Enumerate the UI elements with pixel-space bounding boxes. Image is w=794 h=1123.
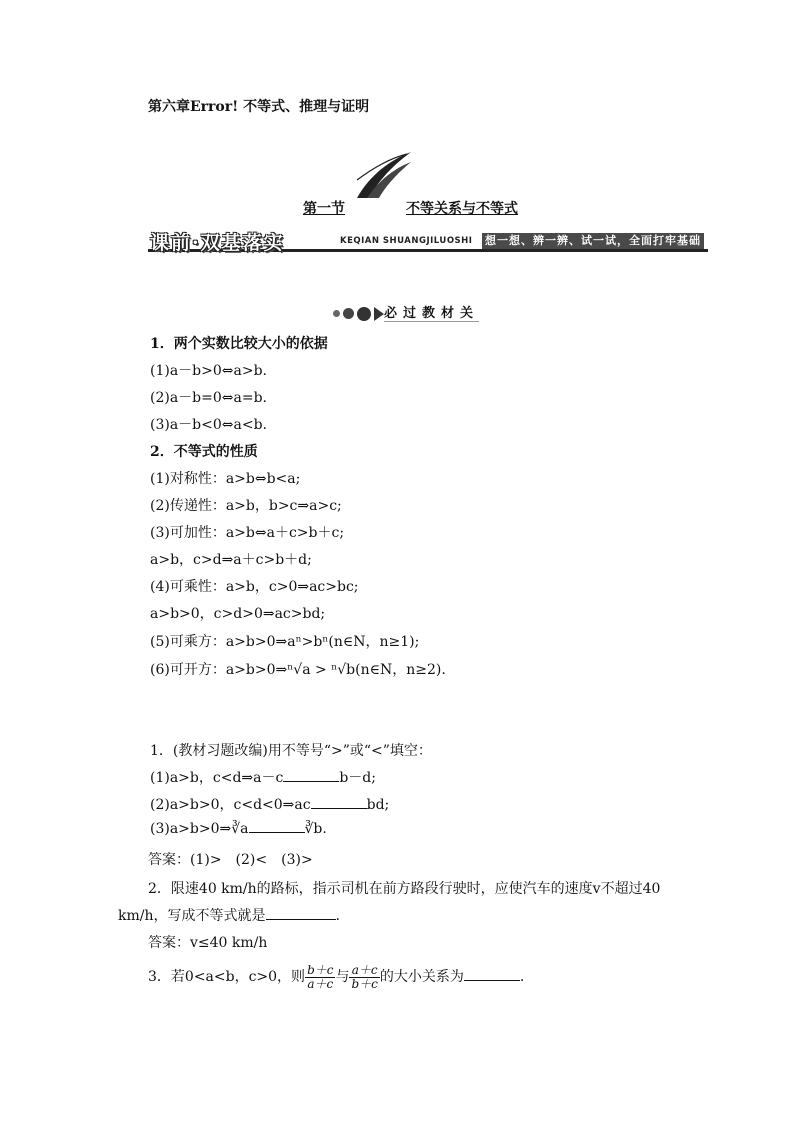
exercise-2-cont bbox=[118, 905, 340, 925]
property-multiplicativity: (4)可乘性：a>b，c>0⇒ac>bc; bbox=[150, 579, 359, 595]
section-box-label: 必过教材关 bbox=[384, 302, 479, 322]
fraction-1-denominator: a＋c bbox=[307, 976, 334, 991]
exercise-2-prompt: 2．限速40 km/h的路标，指示司机在前方路段行驶时，应使汽车的速度v不超过40 bbox=[148, 881, 661, 897]
exercise-3-text: 3．若0<a<b，c>0，则 bbox=[148, 969, 306, 985]
exercise-3-end: . bbox=[519, 969, 525, 985]
exercise-1a-end: b－d; bbox=[339, 770, 376, 786]
heading-properties: 2．不等式的性质 bbox=[150, 444, 258, 460]
banner-pinyin: KEQIAN SHUANGJILUOSHI bbox=[340, 236, 473, 246]
exercise-1c-blank[interactable] bbox=[249, 832, 305, 833]
property-root: (6)可开方：a>b>0⇒ⁿ√a > ⁿ√b(n∈N，n≥2). bbox=[150, 662, 446, 678]
compare-rule-2: (2)a－b=0⇔a=b. bbox=[150, 390, 267, 406]
exercise-2-answer: 答案：v≤40 km/h bbox=[148, 935, 268, 951]
fraction-2 bbox=[349, 964, 379, 991]
property-multiplicativity-2: a>b>0，c>d>0⇒ac>bd; bbox=[150, 606, 326, 622]
chapter-title: 第六章Error! 不等式、推理与证明 bbox=[148, 99, 370, 115]
section-number: 第一节 bbox=[303, 201, 345, 217]
fraction-1 bbox=[305, 964, 335, 991]
exercise-1b-end: bd; bbox=[366, 797, 390, 813]
exercise-3-post: 的大小关系为 bbox=[379, 969, 464, 985]
banner-main-text: 课前·双基落实 bbox=[150, 232, 285, 254]
fraction-2-denominator: b＋c bbox=[351, 976, 378, 991]
exercise-1b-blank[interactable] bbox=[311, 808, 367, 809]
fraction-1-numerator: b＋c bbox=[307, 962, 334, 977]
exercise-2-end: . bbox=[335, 908, 340, 924]
exercise-1a bbox=[150, 767, 376, 787]
exercise-1c bbox=[150, 821, 327, 837]
exercise-1a-text: (1)a>b，c<d⇒a－c bbox=[150, 770, 284, 786]
property-power: (5)可乘方：a>b>0⇒aⁿ>bⁿ(n∈N，n≥1); bbox=[150, 634, 420, 650]
compare-rule-1: (1)a－b>0⇔a>b. bbox=[150, 363, 267, 379]
swoosh-graphic bbox=[355, 150, 413, 200]
exercise-1c-end: ∛b. bbox=[304, 821, 327, 837]
exercise-1a-blank[interactable] bbox=[283, 781, 339, 782]
exercise-3 bbox=[148, 960, 524, 994]
section-title: 不等关系与不等式 bbox=[406, 201, 518, 217]
exercise-1b-text: (2)a>b>0，c<d<0⇒ac bbox=[150, 797, 311, 813]
exercise-1c-text: (3)a>b>0⇒∛a bbox=[150, 821, 249, 837]
property-transitivity: (2)传递性：a>b，b>c⇒a>c; bbox=[150, 498, 342, 514]
exercise-1b bbox=[150, 794, 389, 814]
exercise-1-answer: 答案：(1)> (2)< (3)> bbox=[148, 852, 313, 868]
bullet-dots-icon bbox=[333, 303, 384, 322]
compare-rule-3: (3)a－b<0⇔a<b. bbox=[150, 417, 267, 433]
property-symmetry: (1)对称性：a>b⇔b<a; bbox=[150, 471, 301, 487]
exercise-2-cont-text: km/h，写成不等式就是 bbox=[118, 908, 266, 924]
exercise-3-blank[interactable] bbox=[464, 980, 520, 981]
property-additivity: (3)可加性：a>b⇔a＋c>b＋c; bbox=[150, 525, 345, 541]
banner-slogan: 想一想、辨一辨、试一试，全面打牢基础 bbox=[482, 233, 704, 249]
fraction-2-numerator: a＋c bbox=[349, 964, 379, 978]
heading-compare: 1．两个实数比较大小的依据 bbox=[150, 336, 328, 352]
exercise-3-mid: 与 bbox=[335, 969, 350, 985]
exercise-2-blank[interactable] bbox=[266, 919, 336, 920]
exercise-1-prompt: 1．(教材习题改编)用不等号“>”或“<”填空： bbox=[150, 743, 432, 759]
property-additivity-2: a>b，c>d⇒a＋c>b＋d; bbox=[150, 552, 312, 568]
